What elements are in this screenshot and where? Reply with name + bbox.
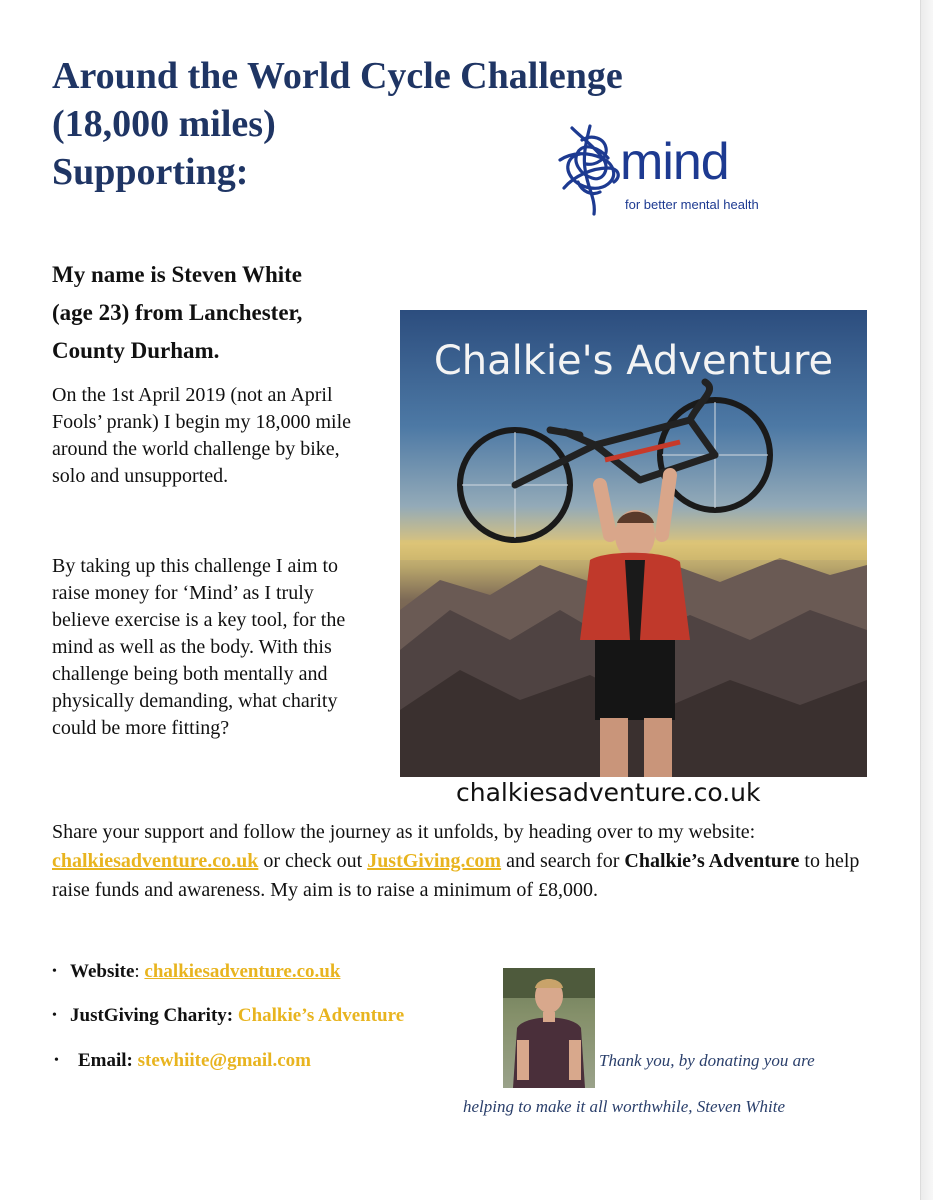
paragraph-start-date: On the 1st April 2019 (not an April Fools’ prank) I begin my 18,000 mile around the world challenge by bike, solo and unsupported. [52,384,352,487]
share-text-1: Share your support and follow the journey as it unfolds, by heading over to my website: [52,821,756,843]
profile-photo-illustration [503,968,595,1088]
profile-photo [503,968,595,1088]
intro-line-3: County Durham. [52,338,220,363]
title-line-3: Supporting: [52,151,249,193]
intro-heading [52,256,372,370]
justgiving-label: JustGiving Charity: [70,1005,234,1026]
mind-logo [552,118,782,218]
share-text-2: or check out [258,850,368,872]
page-title [52,52,623,196]
mind-tagline: for better mental health [625,197,759,212]
share-bold-campaign: Chalkie’s Adventure [624,850,800,872]
list-item-justgiving [52,1004,404,1028]
website-label: Website [70,961,135,982]
list-item-email [54,1049,311,1073]
website-separator: : [134,961,145,982]
poster-caption-url: chalkiesadventure.co.uk [456,778,761,807]
title-line-1: Around the World Cycle Challenge [52,55,623,97]
intro-line-1: My name is Steven White [52,262,303,287]
email-value[interactable]: stewhiite@gmail.com [137,1050,311,1071]
bullet-icon: • [52,964,57,979]
share-text-4: to help raise funds and awareness. My aim is to raise a minimum of £8,000. [52,850,860,901]
thanks-line-2: helping to make it all worthwhile, Steven White [463,1097,785,1116]
intro-line-2: (age 23) from Lanchester, [52,300,303,325]
title-line-2: (18,000 miles) [52,103,276,145]
mind-wordmark: mind [620,133,729,191]
paragraph-mind-reason: By taking up this challenge I aim to raise money for ‘Mind’ as I truly believe exercise is a key tool, for the mind as well as the body. With this challenge being both mentally and physically demanding, what charity could be more fitting? [52,555,346,739]
website-link[interactable]: chalkiesadventure.co.uk [144,961,341,982]
share-text-3: and search for [501,850,625,872]
bullet-icon: • [52,1008,57,1023]
justgiving-value[interactable]: Chalkie’s Adventure [237,1005,405,1026]
share-paragraph [52,818,882,905]
website-link-inline[interactable]: chalkiesadventure.co.uk [52,850,259,872]
justgiving-link-inline[interactable]: JustGiving.com [367,850,502,872]
thanks-line-1: Thank you, by donating you are [599,1051,815,1070]
poster-image [400,310,867,777]
list-item-website [52,960,340,984]
poster-title: Chalkie's Adventure [433,338,834,384]
page-edge [920,0,933,1200]
email-label: Email: [78,1050,133,1071]
bullet-icon: • [54,1053,59,1068]
